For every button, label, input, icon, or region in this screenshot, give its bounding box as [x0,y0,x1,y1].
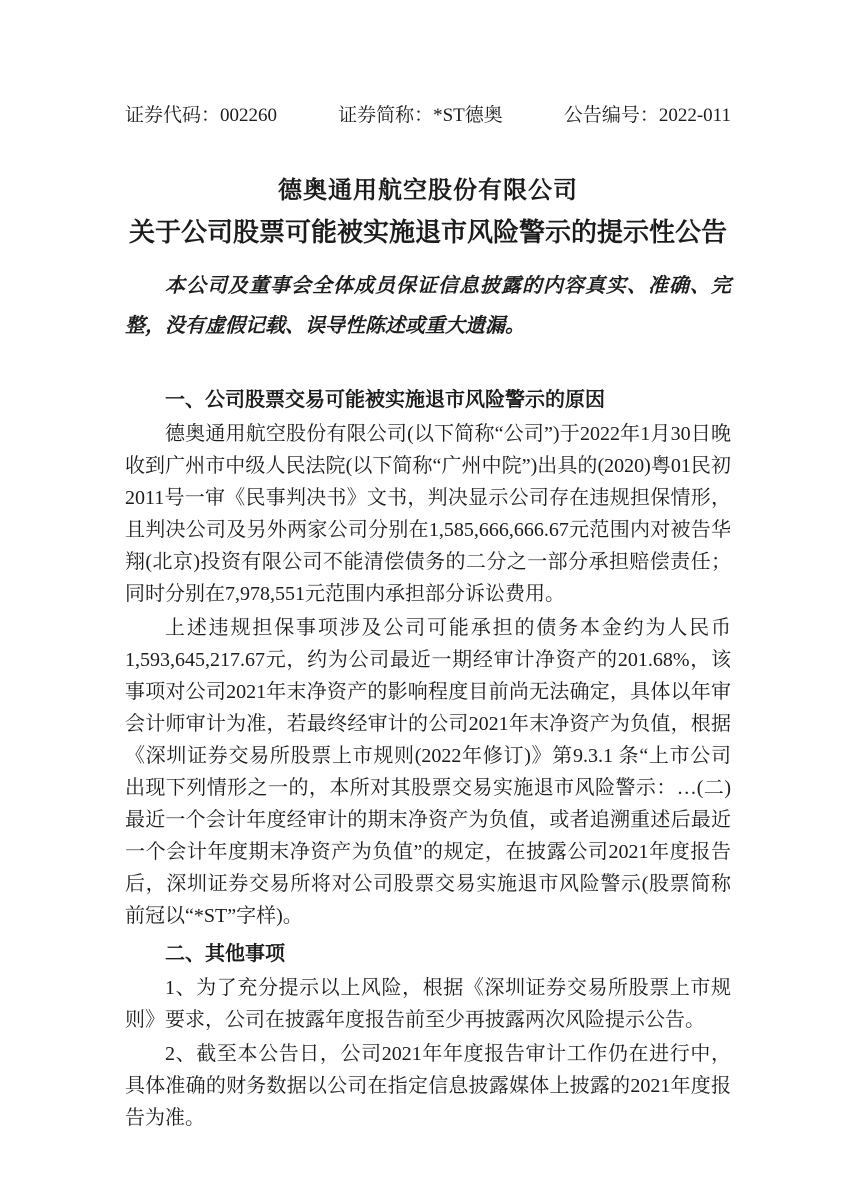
document-header [125,0,731,128]
board-disclaimer-statement: 本公司及董事会全体成员保证信息披露的内容真实、准确、完整，没有虚假记载、误导性陈述或重大遗漏。 [125,275,731,337]
section-1-paragraph-2: 上述违规担保事项涉及公司可能承担的债务本金约为人民币1,593,645,217.67元，约为公司最近一期经审计净资产的201.68%，该事项对公司2021年末净资产的影响程度目前尚无法确定，具体以年审会计师审计为准，若最终经审计的公司2021年末净资产为负值，根据《深圳证券交易所股票上市规则(2022年修订)》第9.3.1 条“上市公司出现下列情形之一的，本所对其股票交易实施退市风险警示：…(二)最近一个会计年度经审计的期末净资产为负值，或者追溯重述后最近一个会计年度期末净资产为负值”的规定，在披露公司2021年度报告后，深圳证券交易所将对公司股票交易实施退市风险警示(股票简称前冠以“*ST”字样)。 [125,617,731,927]
section-2-heading: 二、其他事项 [165,943,285,965]
document-content [125,0,731,1134]
stock-abbreviation: 证券简称：*ST德奥 [338,105,503,126]
section-1-paragraph-1: 德奥通用航空股份有限公司(以下简称“公司”)于2022年1月30日晚收到广州市中级人民法院(以下简称“广州中院”)出具的(2020)粤01民初2011号一审《民事判决书》文书，判决显示公司存在违规担保情形，且判决公司及另外两家公司分别在1,585,666,666.67元范围内对被告华翔(北京)投资有限公司不能清偿债务的二分之一部分承担赔偿责任；同时分别在7,978,551元范围内承担部分诉讼费用。 [125,423,731,605]
company-name-title: 德奥通用航空股份有限公司 [278,178,578,204]
section-2-item-1: 1、为了充分提示以上风险，根据《深圳证券交易所股票上市规则》要求，公司在披露年度报告前至少再披露两次风险提示公告。 [125,977,731,1031]
announcement-number: 公告编号：2022-011 [563,105,731,126]
announcement-title: 关于公司股票可能被实施退市风险警示的提示性公告 [128,218,727,247]
document-body [125,384,731,1134]
stock-code: 证券代码：002260 [125,105,278,126]
section-2-item-2: 2、截至本公告日，公司2021年年度报告审计工作仍在进行中，具体准确的财务数据以公司在指定信息披露媒体上披露的2021年度报告为准。 [125,1043,731,1129]
section-1-heading: 一、公司股票交易可能被实施退市风险警示的原因 [165,389,605,411]
